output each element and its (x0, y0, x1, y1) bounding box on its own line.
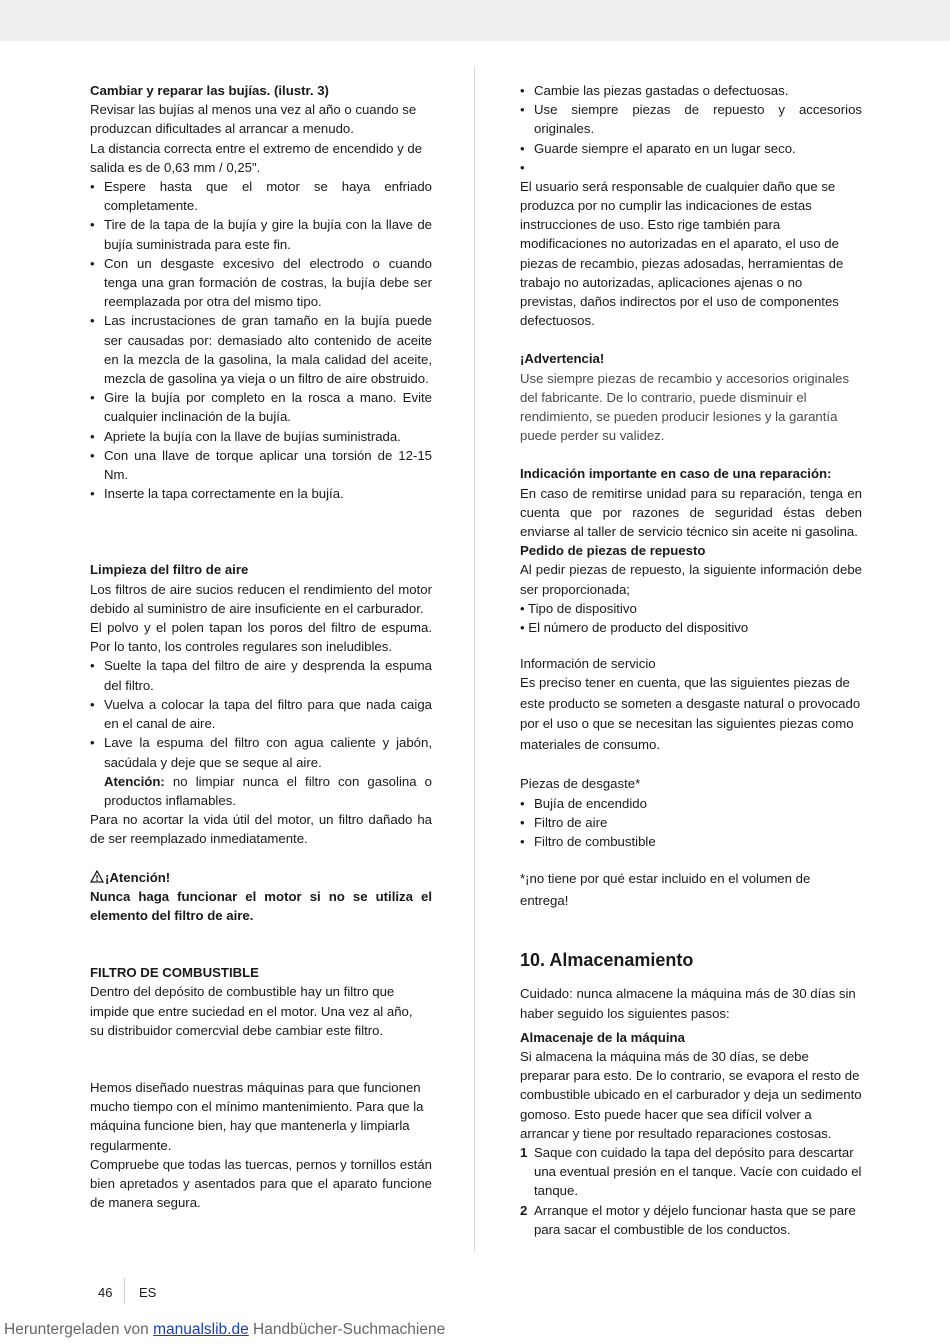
list-item: • Tire de la tapa de la bujía y gire la bujía con la llave de bujía suministrada para este fin. (90, 215, 432, 253)
manualslib-link[interactable]: manualslib.de (153, 1321, 249, 1338)
wear-parts-note: *¡no tiene por qué estar incluido en el volumen de entrega! (520, 871, 811, 909)
step-text: Saque con cuidado la tapa del depósito para descartar una eventual presión en el tanque. Vacíe con cuidado el tanque. (534, 1144, 862, 1199)
air-filter-attention (90, 772, 432, 810)
attention-text: no limpiar nunca el filtro con gasolina o productos inflamables. (104, 773, 432, 808)
step-number: 2 (520, 1202, 528, 1218)
list-item: • Con una llave de torque aplicar una torsión de 12-15 Nm. (90, 446, 432, 484)
list-item: • Filtro de aire (520, 813, 862, 832)
warning-text: Use siempre piezas de recambio y accesorios originales del fabricante. De lo contrario, puede disminuir el rendimiento, se pueden producir lesiones y la garantía puede perder su validez. (520, 370, 850, 444)
air-filter-list (90, 656, 432, 771)
list-item: • Gire la bujía por completo en la rosca a mano. Evite cualquier inclinación de la bujía. (90, 388, 432, 426)
list-item: • Filtro de combustible (520, 832, 862, 851)
storage-section-title: 10. Almacenamiento (520, 950, 694, 971)
list-item: • Las incrustaciones de gran tamaño en la bujía puede ser causadas por: demasiado alto contenido de aceite en la mezcla de la gasolina, la mala calidad del aceite, mezcla de gasolina ya vieja o un filtro de aire obstruido. (90, 311, 432, 388)
service-text: Es preciso tener en cuenta, que las siguientes piezas de este producto se someten a desgaste natural o provocado por el uso o que se necesitan las siguientes piezas como materiales de consumo. (520, 675, 861, 752)
warning-icon (90, 870, 104, 883)
wear-parts-list (520, 794, 862, 852)
spark-plug-gap-paragraph: La distancia correcta entre el extremo de encendido y de salida es de 0,63 mm / 0,25". (90, 140, 423, 175)
storage-steps (520, 1143, 862, 1239)
order-text: Al pedir piezas de repuesto, la siguiente información debe ser proporcionada; (520, 562, 862, 597)
step-text: Arranque el motor y déjelo funcionar hasta que se pare para sacar el combustible de los conductos. (534, 1202, 856, 1237)
air-filter-paragraph: El polvo y el polen tapan los poros del filtro de espuma. Por lo tanto, los controles regulares son ineludibles. (90, 620, 432, 655)
download-prefix: Heruntergeladen von (4, 1321, 154, 1338)
attention-title: ¡Atención! (105, 869, 171, 885)
list-item: • Apriete la bujía con la llave de bujías suministrada. (90, 427, 432, 446)
fuel-filter-heading: FILTRO DE COMBUSTIBLE (90, 965, 259, 981)
column-divider (474, 66, 475, 1252)
repair-text: En caso de remitirse unidad para su reparación, tenga en cuenta que por razones de seguridad éstas deben enviarse al taller de servicio técnico sin aceite ni gasolina. (520, 485, 862, 540)
fuel-filter-paragraph: Dentro del depósito de combustible hay un filtro que impide que entre suciedad en el motor. Una vez al año, su distribuidor comercvial debe cambiar este filtro. (90, 984, 413, 1038)
service-heading: Información de servicio (520, 656, 656, 672)
left-column (90, 81, 432, 1212)
repair-heading: Indicación importante en caso de una reparación: (520, 466, 832, 482)
list-item: • Vuelva a colocar la tapa del filtro para que nada caiga en el canal de aire. (90, 695, 432, 733)
list-item: • Suelte la tapa del filtro de aire y desprenda la espuma del filtro. (90, 656, 432, 694)
footer-divider (124, 1278, 125, 1304)
download-suffix: Handbücher-Suchmachiene (248, 1321, 446, 1338)
spark-plug-list (90, 177, 432, 503)
responsibility-paragraph: El usuario será responsable de cualquier daño que se produzca por no cumplir las indicaciones de estas instrucciones de uso. Esto rige también para modificaciones no autorizadas en el aparato, el uso de piezas de recambio, piezas adosadas, herramientas de trabajo no autorizadas, aplicaciones ajenas o no previstas, daños indirectos por el uso de componentes defectuosos. (520, 178, 844, 329)
list-item: • Guarde siempre el aparato en un lugar seco. (520, 139, 862, 158)
spark-plug-paragraph: Revisar las bujías al menos una vez al año o cuando se produzcan dificultades al arrancar a menudo. (90, 102, 417, 137)
step-number: 1 (520, 1144, 528, 1160)
maintenance-paragraph: Compruebe que todas las tuercas, pernos y tornillos están bien apretados y asentados para que el aparato funcione de manera segura. (90, 1156, 432, 1211)
air-filter-heading: Limpieza del filtro de aire (90, 562, 249, 578)
list-item: • Cambie las piezas gastadas o defectuosas. (520, 81, 862, 100)
attention-label: Atención: (104, 773, 165, 789)
spark-plug-heading: Cambiar y reparar las bujías. (ilustr. 3) (90, 83, 329, 98)
list-item (520, 158, 862, 177)
air-filter-paragraph: Los filtros de aire sucios reducen el rendimiento del motor debido al suministro de aire insuficiente en el carburador. (90, 581, 432, 616)
list-item: • Bujía de encendido (520, 794, 862, 813)
list-item: • Inserte la tapa correctamente en la bujía. (90, 484, 432, 503)
download-credit (4, 1320, 445, 1339)
list-item: • Use siempre piezas de repuesto y accesorios originales. (520, 100, 862, 138)
list-item: • Lave la espuma del filtro con agua caliente y jabón, sacúdala y deje que se seque al aire. (90, 733, 432, 771)
parts-list (520, 81, 862, 177)
list-item: • Con un desgaste excesivo del electrodo o cuando tenga una gran formación de costras, la bujía debe ser reemplazada por otra del mismo tipo. (90, 254, 432, 312)
order-item: • Tipo de dispositivo (520, 600, 637, 616)
order-item: • El número de producto del dispositivo (520, 620, 749, 636)
list-item (520, 1143, 862, 1201)
list-item (520, 1201, 862, 1239)
warning-heading: ¡Advertencia! (520, 351, 605, 367)
language-code: ES (139, 1285, 157, 1300)
wear-parts-heading: Piezas de desgaste* (520, 776, 641, 792)
attention-heading (90, 868, 432, 887)
order-heading: Pedido de piezas de repuesto (520, 543, 706, 559)
care-text: Cuidado: nunca almacene la máquina más de 30 días sin haber seguido los siguientes pasos: (520, 986, 856, 1021)
storage-heading: Almacenaje de la máquina (520, 1029, 685, 1045)
top-bar (0, 0, 950, 41)
list-item: • Espere hasta que el motor se haya enfriado completamente. (90, 177, 432, 215)
right-column (520, 81, 862, 1239)
air-filter-paragraph: Para no acortar la vida útil del motor, un filtro dañado ha de ser reemplazado inmediatamente. (90, 812, 432, 847)
storage-text: Si almacena la máquina más de 30 días, se debe preparar para esto. De lo contrario, se evapora el resto de combustible ubicado en el carburador y deja un sedimento gomoso. Esto puede hacer que sea difícil volver a arrancar y tiene por resultado reparaciones costosas. (520, 1048, 862, 1141)
maintenance-paragraph: Hemos diseñado nuestras máquinas para que funcionen mucho tiempo con el mínimo mantenimiento. Para que la máquina funcione bien, hay que mantenerla y limpiarla regularmente. (90, 1079, 424, 1153)
page-number: 46 (98, 1285, 113, 1300)
attention-text: Nunca haga funcionar el motor si no se utiliza el elemento del filtro de aire. (90, 888, 432, 923)
